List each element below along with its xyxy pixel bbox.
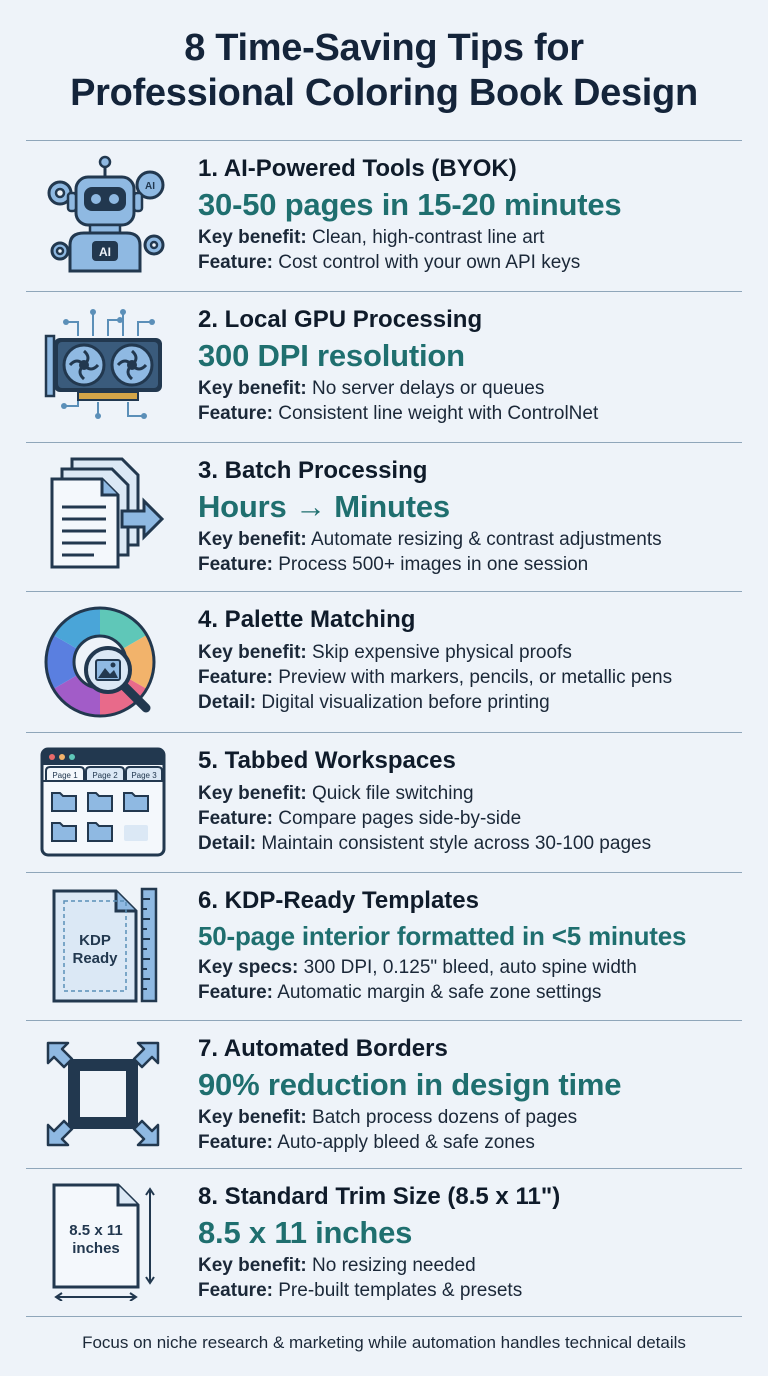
tip-line: Feature: Cost control with your own API keys xyxy=(198,252,581,273)
tip-heading: 5. Tabbed Workspaces xyxy=(198,747,456,774)
tip-heading: 7. Automated Borders xyxy=(198,1035,448,1062)
tip-line: Key benefit: Skip expensive physical proofs xyxy=(198,642,572,663)
page-dimensions-icon xyxy=(38,1181,168,1301)
tip-heading: 8. Standard Trim Size (8.5 x 11") xyxy=(198,1183,561,1210)
tip-line: Feature: Pre-built templates & presets xyxy=(198,1280,523,1301)
tip-highlight: 8.5 x 11 inches xyxy=(198,1215,413,1250)
kdp-document-ruler-icon xyxy=(38,887,168,1007)
robot-ai-icon xyxy=(38,153,168,273)
tip-line: Feature: Consistent line weight with ControlNet xyxy=(198,403,599,424)
tip-4 xyxy=(26,592,742,732)
page-title xyxy=(0,26,768,116)
tip-highlight: 50-page interior formatted in <5 minutes xyxy=(198,921,687,951)
unit-label: inches xyxy=(72,1240,120,1257)
tip-line: Key benefit: Clean, high-contrast line art xyxy=(198,227,545,248)
color-wheel-magnifier-icon xyxy=(38,604,168,724)
divider xyxy=(26,1316,742,1317)
tip-line: Feature: Automatic margin & safe zone settings xyxy=(198,982,602,1003)
tip-line: Key benefit: No server delays or queues xyxy=(198,378,545,399)
title-line-1: 8 Time-Saving Tips for xyxy=(184,27,584,69)
ready-label: Ready xyxy=(72,950,118,967)
tip-3 xyxy=(26,443,742,591)
tip-heading: 6. KDP-Ready Templates xyxy=(198,887,479,914)
tip-line: Key benefit: Quick file switching xyxy=(198,783,474,804)
tip-heading: 3. Batch Processing xyxy=(198,457,428,484)
tip-line: Key benefit: Automate resizing & contrast adjustments xyxy=(198,529,662,550)
size-label: 8.5 x 11 xyxy=(69,1222,123,1239)
border-frame-arrows-icon xyxy=(38,1033,168,1153)
tip-line: Key specs: 300 DPI, 0.125" bleed, auto spine width xyxy=(198,957,637,978)
tip-6 xyxy=(26,873,742,1020)
tip-highlight: 30-50 pages in 15-20 minutes xyxy=(198,187,622,222)
tip-heading: 1. AI-Powered Tools (BYOK) xyxy=(198,155,517,182)
gpu-card-icon xyxy=(38,306,168,426)
robot-chest-label: AI xyxy=(99,245,111,259)
tip-line: Feature: Compare pages side-by-side xyxy=(198,808,522,829)
tip-5 xyxy=(26,733,742,872)
tip-line: Feature: Preview with markers, pencils, or metallic pens xyxy=(198,667,673,688)
gear-label: AI xyxy=(145,181,155,192)
title-line-2: Professional Coloring Book Design xyxy=(70,72,698,114)
tip-line: Detail: Maintain consistent style across 30-100 pages xyxy=(198,833,652,854)
tip-highlight: 300 DPI resolution xyxy=(198,338,465,373)
tip-heading: 2. Local GPU Processing xyxy=(198,306,483,333)
tip-heading: 4. Palette Matching xyxy=(198,606,416,633)
tip-line: Feature: Process 500+ images in one session xyxy=(198,554,589,575)
kdp-label: KDP xyxy=(79,932,111,949)
tip-1 xyxy=(26,141,742,291)
tip-highlight: 90% reduction in design time xyxy=(198,1067,622,1102)
tip-7 xyxy=(26,1021,742,1168)
tip-line: Feature: Auto-apply bleed & safe zones xyxy=(198,1132,535,1153)
tip-line: Key benefit: No resizing needed xyxy=(198,1255,476,1276)
tip-8 xyxy=(26,1169,742,1316)
tabbed-window-folders-icon xyxy=(38,745,168,865)
document-stack-arrow-icon xyxy=(38,455,168,575)
tip-line: Key benefit: Batch process dozens of pages xyxy=(198,1107,578,1128)
tab-page-1: Page 1 xyxy=(52,771,78,780)
tab-page-2: Page 2 xyxy=(92,771,118,780)
tab-page-3: Page 3 xyxy=(131,771,157,780)
footer-note: Focus on niche research & marketing while automation handles technical details xyxy=(82,1333,686,1352)
tip-highlight: Hours → Minutes xyxy=(198,489,450,524)
tip-2 xyxy=(26,292,742,442)
tip-line: Detail: Digital visualization before printing xyxy=(198,692,550,713)
